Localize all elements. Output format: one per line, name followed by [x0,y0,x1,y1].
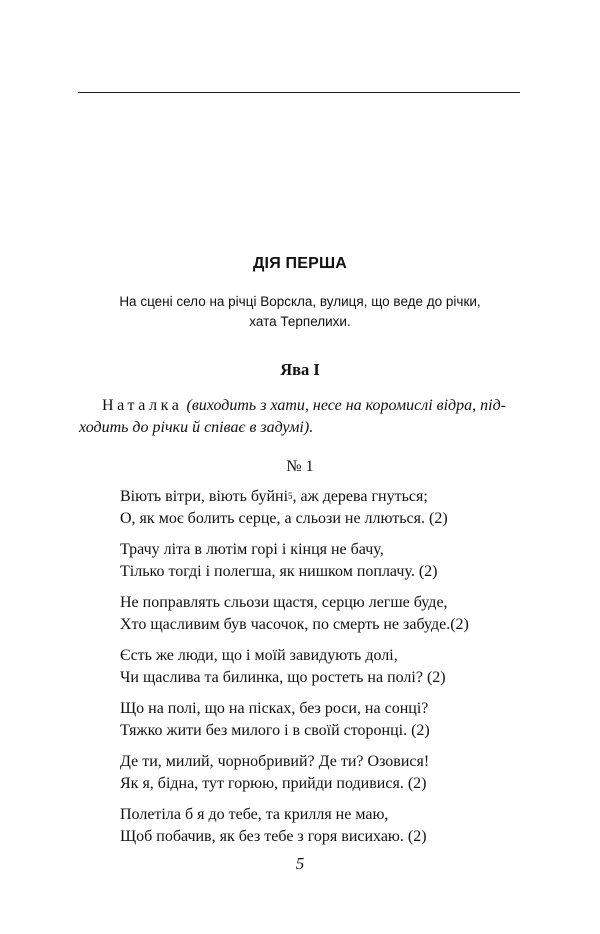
stanza [120,486,540,530]
verse-line: Що на полі, що на пісках, без роси, на сонці? [120,700,429,717]
verse-line: Хто щасливим був часочок, по смерть не забуде.(2) [120,616,469,633]
stanza [120,804,540,848]
song-number: № 1 [286,458,314,475]
verse-line: Трачу літа в лютім горі і кінця не бачу, [120,541,384,558]
footnote-marker: 5 [288,491,293,501]
direction-text-1: (виходить з хати, несе на коромислі відра, під- [186,397,506,414]
verse-text: , аж дерева гнуться; [292,488,428,505]
setting-line-1: На сцені село на річці Ворскла, вулиця, що веде до річки, [119,294,481,309]
verse-line: Чи щаслива та билинка, що ростеть на полі? (2) [120,669,446,686]
scene-setting [0,292,600,332]
verse-line: Тяжко жити без милого і в своїй сторонці. (2) [120,722,430,739]
verse-line: Не поправлять сльози щастя, серцю легше буде, [120,594,448,611]
direction-text-2: ходить до річки й співає в задумі). [79,419,314,436]
verse-line: Як я, бідна, тут горюю, прийди подивися. (2) [120,775,427,792]
stanza [120,645,540,689]
verse-line: Полетіла б я до тебе, та крилля не маю, [120,806,389,823]
verse-line: О, як моє болить серце, а сльози не ллються. (2) [120,510,448,527]
stage-direction [79,395,522,439]
stage-direction-line-1 [79,395,522,417]
stanza [120,539,540,583]
verse-line: Щоб побачив, як без тебе з горя висихаю. (2) [120,828,427,845]
speaker-name: Наталка [102,397,183,414]
verse-line [120,486,540,508]
verse-line: Тілько тогді і полегша, як нишком поплачу. (2) [120,563,438,580]
stanza [120,751,540,795]
song-verses [120,486,540,857]
header-rule [78,92,520,93]
scene-title: Ява І [280,360,320,379]
verse-text: Віють вітри, віють буйні [120,488,289,505]
act-title: ДІЯ ПЕРША [252,255,348,272]
page-number: 5 [295,854,305,873]
verse-line: Єсть же люди, що і моїй завидують долі, [120,647,398,664]
stanza [120,592,540,636]
stanza [120,698,540,742]
verse-line: Де ти, милий, чорнобривий? Де ти? Озовися! [120,753,430,770]
setting-line-2: хата Терпелихи. [249,314,351,329]
